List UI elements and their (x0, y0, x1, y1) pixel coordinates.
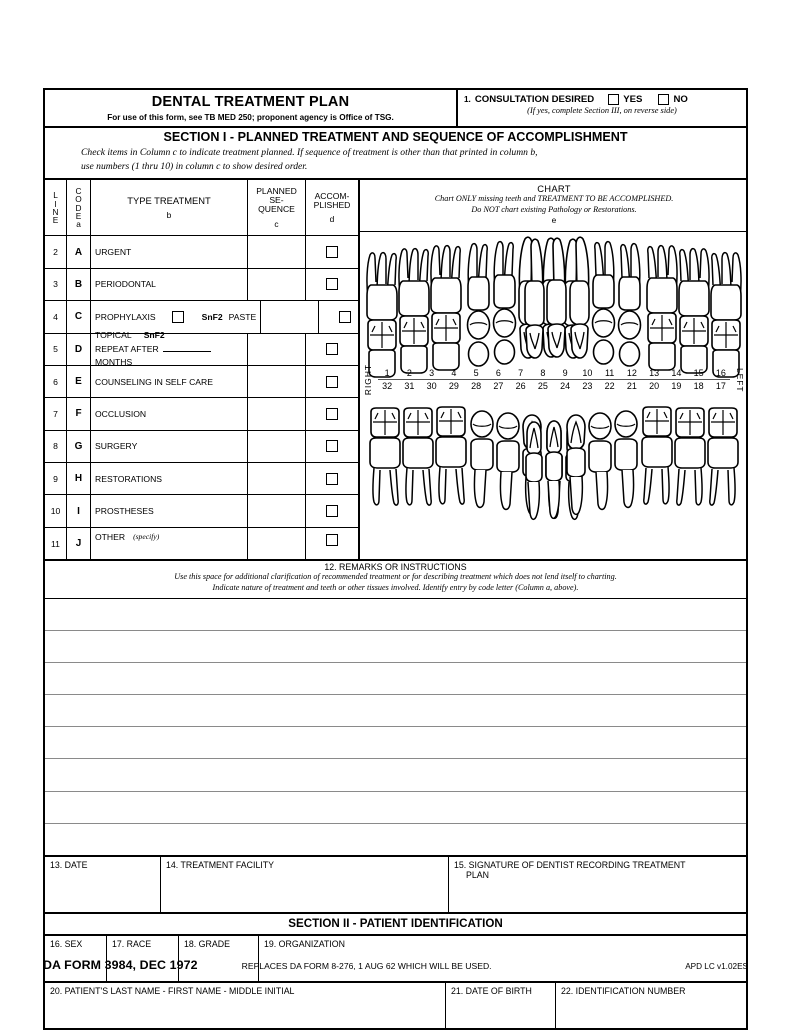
row-treatment: PERIODONTAL (91, 269, 248, 300)
section-one-banner (45, 128, 746, 181)
treatment-table-header (45, 180, 358, 236)
header-seq-l3: QUENCE (258, 204, 295, 215)
remarks-line[interactable] (45, 792, 746, 824)
tooth-number[interactable]: 2 (406, 368, 412, 379)
row-sequence-input[interactable] (248, 431, 306, 462)
row-accomplished-checkbox[interactable] (326, 376, 338, 388)
chart-left-label-wrap (732, 368, 748, 392)
remarks-note-line1: Use this space for additional clarification of recommended treatment or for describing treatment which does not lend itself to charting. (174, 572, 617, 582)
header-type-letter: b (166, 209, 172, 220)
date-of-birth-field[interactable] (446, 983, 556, 1028)
row-code: C (67, 301, 91, 332)
row-accomplished-checkbox[interactable] (326, 534, 338, 546)
row-line: 9 (45, 463, 67, 494)
chart-left-label: LEFT (735, 367, 746, 393)
id-number-label: 22. IDENTIFICATION NUMBER (561, 986, 686, 997)
remarks-line[interactable] (45, 759, 746, 791)
form-header (45, 90, 746, 128)
row-code: J (67, 528, 91, 559)
tooth-number[interactable]: 24 (560, 381, 571, 392)
row-accomplished-checkbox[interactable] (326, 246, 338, 258)
row-treatment: COUNSELING IN SELF CARE (91, 366, 248, 397)
table-row (45, 495, 358, 527)
header-seq-letter: c (274, 218, 279, 229)
section-one-note-line1: Check items in Column c to indicate treatment planned. If sequence of treatment is other than that printed in column b, (81, 146, 538, 158)
tooth-number[interactable]: 32 (382, 381, 393, 392)
treatment-table (45, 180, 360, 559)
row-code: E (67, 366, 91, 397)
tooth-number[interactable]: 15 (693, 368, 704, 379)
row-treatment: OCCLUSION (91, 398, 248, 429)
tooth-number[interactable]: 26 (515, 381, 526, 392)
tooth-number[interactable]: 18 (693, 381, 704, 392)
race-label: 17. RACE (112, 939, 152, 950)
row-accomplished-cell (306, 366, 358, 397)
consultation-no-label: NO (673, 94, 688, 105)
tooth-number[interactable]: 23 (582, 381, 593, 392)
row-accomplished-checkbox[interactable] (326, 278, 338, 290)
row-accomplished-cell (306, 463, 358, 494)
remarks-line[interactable] (45, 824, 746, 857)
tooth-number[interactable]: 11 (604, 368, 615, 379)
header-code: C O D E a (67, 180, 91, 235)
sex-label: 16. SEX (50, 939, 83, 950)
header-line: L I N E (45, 180, 67, 235)
row-accomplished-cell (306, 398, 358, 429)
row-line: 7 (45, 398, 67, 429)
header-type-treatment-label: TYPE TREATMENT (127, 194, 211, 206)
remarks-header (45, 561, 746, 598)
chart-header (360, 180, 748, 232)
form-replaces-note: REPLACES DA FORM 8-276, 1 AUG 62 WHICH WILL BE USED. (241, 961, 492, 971)
lower-tooth-numbers (376, 381, 732, 391)
header-acc-l2: PLISHED (313, 199, 351, 210)
tooth-number[interactable]: 27 (493, 381, 504, 392)
tooth-number[interactable]: 9 (562, 368, 568, 379)
tooth-number-divider (378, 379, 730, 380)
lower-arch (370, 407, 738, 519)
table-row (45, 398, 358, 430)
repeat-after-label: REPEAT AFTER (95, 344, 159, 355)
row-sequence-input[interactable] (248, 334, 306, 365)
consultation-row (464, 94, 740, 105)
chart-note-line1: Chart ONLY missing teeth and TREATMENT TO BE ACCOMPLISHED. (434, 194, 674, 204)
remarks-line[interactable] (45, 727, 746, 759)
prophylaxis-paste-label: PASTE (228, 311, 257, 322)
header-planned-sequence (248, 180, 306, 235)
row-sequence-input[interactable] (248, 463, 306, 494)
row-sequence-input[interactable] (261, 301, 319, 332)
consultation-yes-checkbox[interactable] (608, 94, 619, 105)
tooth-number[interactable]: 7 (518, 368, 524, 379)
tooth-number[interactable]: 1 (384, 368, 390, 379)
row-code: H (67, 463, 91, 494)
consultation-number: 1. (464, 95, 471, 104)
row-treatment: SURGERY (91, 431, 248, 462)
repeat-after-months-input[interactable] (163, 342, 211, 352)
row-accomplished-cell (306, 236, 358, 267)
row-treatment: PROSTHESES (91, 495, 248, 526)
months-label: MONTHS (95, 357, 133, 368)
form-subtitle: For use of this form, see TB MED 250; proponent agency is Office of TSG. (107, 112, 394, 122)
remarks-line[interactable] (45, 631, 746, 663)
tooth-number[interactable]: 17 (715, 381, 726, 392)
remarks-note-line2: Indicate nature of treatment and teeth or other tissues involved. Identify entry by code letter (Column a, above). (212, 582, 579, 592)
row-code: F (67, 398, 91, 429)
tooth-number[interactable]: 30 (426, 381, 437, 392)
header-acc-l1: ACCOM- (314, 190, 350, 201)
form-footer (43, 958, 748, 972)
row-line: 10 (45, 495, 67, 526)
header-type-treatment (91, 180, 248, 235)
row-accomplished-cell (306, 269, 358, 300)
table-row (45, 431, 358, 463)
row-code: A (67, 236, 91, 267)
table-row (45, 463, 358, 495)
row-line: 4 (45, 301, 67, 332)
table-row (45, 330, 358, 368)
row-sequence-input[interactable] (248, 398, 306, 429)
prophylaxis-snf2-label: SnF2 (201, 311, 223, 322)
tooth-number[interactable]: 4 (451, 368, 457, 379)
row-accomplished-checkbox[interactable] (326, 440, 338, 452)
dental-treatment-plan-form (43, 88, 748, 1030)
row-treatment: URGENT (91, 236, 248, 267)
upper-tooth-numbers (376, 368, 732, 378)
tooth-number[interactable]: 21 (626, 381, 637, 392)
tooth-number[interactable]: 29 (448, 381, 459, 392)
remarks-body[interactable] (45, 599, 746, 858)
tooth-number[interactable]: 31 (404, 381, 415, 392)
dentist-signature-field[interactable] (449, 857, 746, 912)
row-line: 6 (45, 366, 67, 397)
remarks-line[interactable] (45, 599, 746, 631)
row-accomplished-cell (306, 528, 358, 559)
table-row (45, 269, 358, 301)
row-code: B (67, 269, 91, 300)
tooth-number[interactable]: 25 (537, 381, 548, 392)
table-row (45, 366, 358, 398)
dentist-label-l1: 15. SIGNATURE OF DENTIST RECORDING TREATMENT (454, 860, 686, 871)
header-seq-l2: SE- (269, 195, 284, 206)
row-sequence-input[interactable] (248, 366, 306, 397)
chart-note-line2: Do NOT chart existing Pathology or Restorations. (471, 204, 637, 214)
header-code-letter: a (76, 219, 81, 230)
row-sequence-input[interactable] (248, 236, 306, 267)
tooth-number-band (360, 364, 748, 395)
consultation-block (458, 90, 746, 126)
consultation-yes-label: YES (623, 94, 643, 105)
row-accomplished-checkbox[interactable] (326, 343, 338, 355)
row-line: 5 (45, 334, 67, 365)
tooth-number[interactable]: 16 (715, 368, 726, 379)
organization-label: 19. ORGANIZATION (264, 939, 345, 950)
row-treatment: RESTORATIONS (91, 463, 248, 494)
patient-name-field[interactable] (45, 983, 446, 1028)
tooth-number[interactable]: 13 (649, 368, 660, 379)
section-one-note-line2: use numbers (1 thru 10) in column c to show desired order. (81, 161, 308, 173)
remarks-line[interactable] (45, 663, 746, 695)
chart-right-label-wrap (360, 364, 376, 395)
row-treatment-compound (91, 330, 248, 368)
patient-id-row-2 (45, 983, 746, 1028)
other-specify-label: (specify) (133, 531, 160, 541)
signature-row (45, 857, 746, 914)
tooth-number[interactable]: 28 (471, 381, 482, 392)
topical-line (95, 329, 243, 342)
row-accomplished-cell (306, 431, 358, 462)
treatment-and-chart-area (45, 180, 746, 561)
date-label: 13. DATE (50, 860, 88, 871)
page-title: DENTAL TREATMENT PLAN (151, 94, 350, 110)
row-accomplished-checkbox[interactable] (326, 408, 338, 420)
tooth-number[interactable]: 3 (429, 368, 435, 379)
dob-label: 21. DATE OF BIRTH (451, 986, 532, 997)
row-line: 2 (45, 236, 67, 267)
apd-version: APD LC v1.02ES (685, 962, 748, 971)
row-treatment: OTHER (95, 531, 126, 542)
tooth-number[interactable]: 14 (671, 368, 682, 379)
table-row (45, 236, 358, 268)
row-sequence-input[interactable] (248, 528, 306, 559)
header-acc-letter: d (329, 214, 335, 225)
tooth-number[interactable]: 12 (626, 368, 637, 379)
tooth-number[interactable]: 8 (540, 368, 546, 379)
patient-name-label: 20. PATIENT'S LAST NAME - FIRST NAME - MIDDLE INITIAL (50, 986, 295, 997)
section-one-title: SECTION I - PLANNED TREATMENT AND SEQUENCE OF ACCOMPLISHMENT (163, 129, 628, 144)
tooth-number[interactable]: 20 (649, 381, 660, 392)
row-code: D (67, 334, 91, 365)
row-accomplished-checkbox[interactable] (326, 473, 338, 485)
consultation-no-checkbox[interactable] (658, 94, 669, 105)
row-accomplished-checkbox[interactable] (326, 505, 338, 517)
row-treatment-compound (91, 528, 248, 559)
row-code: G (67, 431, 91, 462)
row-line: 3 (45, 269, 67, 300)
row-accomplished-cell (306, 334, 358, 365)
chart-right-label: RIGHT (362, 364, 373, 396)
row-code: I (67, 495, 91, 526)
section-two-title: SECTION II - PATIENT IDENTIFICATION (288, 917, 503, 931)
row-sequence-input[interactable] (248, 495, 306, 526)
dentist-label-l2: PLAN (466, 870, 489, 881)
facility-label: 14. TREATMENT FACILITY (166, 860, 275, 871)
dental-chart-panel (360, 180, 748, 559)
topical-snf2-label: SnF2 (143, 330, 165, 341)
header-accomplished (306, 180, 358, 235)
section-two-banner (45, 914, 746, 936)
tooth-number[interactable]: 19 (671, 381, 682, 392)
tooth-number[interactable]: 6 (495, 368, 501, 379)
identification-number-field[interactable] (556, 983, 746, 1028)
form-number: DA FORM 3984, DEC 1972 (43, 958, 198, 972)
tooth-number[interactable]: 5 (473, 368, 479, 379)
date-field[interactable] (45, 857, 161, 912)
tooth-number[interactable]: 22 (604, 381, 615, 392)
row-line: 11 (45, 528, 67, 559)
treatment-facility-field[interactable] (161, 857, 449, 912)
row-sequence-input[interactable] (248, 269, 306, 300)
chart-title: CHART (537, 183, 571, 195)
header-seq-l1: PLANNED (256, 186, 297, 197)
row-accomplished-cell (306, 495, 358, 526)
prophylaxis-snf2-checkbox[interactable] (172, 311, 184, 323)
upper-arch (367, 238, 741, 378)
table-row (45, 528, 358, 559)
tooth-number[interactable]: 10 (582, 368, 593, 379)
remarks-title: 12. REMARKS OR INSTRUCTIONS (324, 562, 467, 573)
dental-chart-diagram[interactable] (360, 232, 748, 559)
consultation-note: (If yes, complete Section III, on reverse side) (527, 106, 677, 115)
row-accomplished-checkbox[interactable] (339, 311, 351, 323)
chart-column-letter: e (551, 214, 557, 225)
form-title-block (45, 90, 458, 126)
row-treatment: TOPICAL (95, 330, 132, 341)
row-treatment: PROPHYLAXIS (95, 311, 156, 322)
remarks-line[interactable] (45, 695, 746, 727)
consultation-label: CONSULTATION DESIRED (474, 94, 595, 105)
tooth-numbers (376, 368, 732, 391)
row-treatment-compound (91, 301, 261, 332)
row-line: 8 (45, 431, 67, 462)
grade-label: 18. GRADE (184, 939, 230, 950)
